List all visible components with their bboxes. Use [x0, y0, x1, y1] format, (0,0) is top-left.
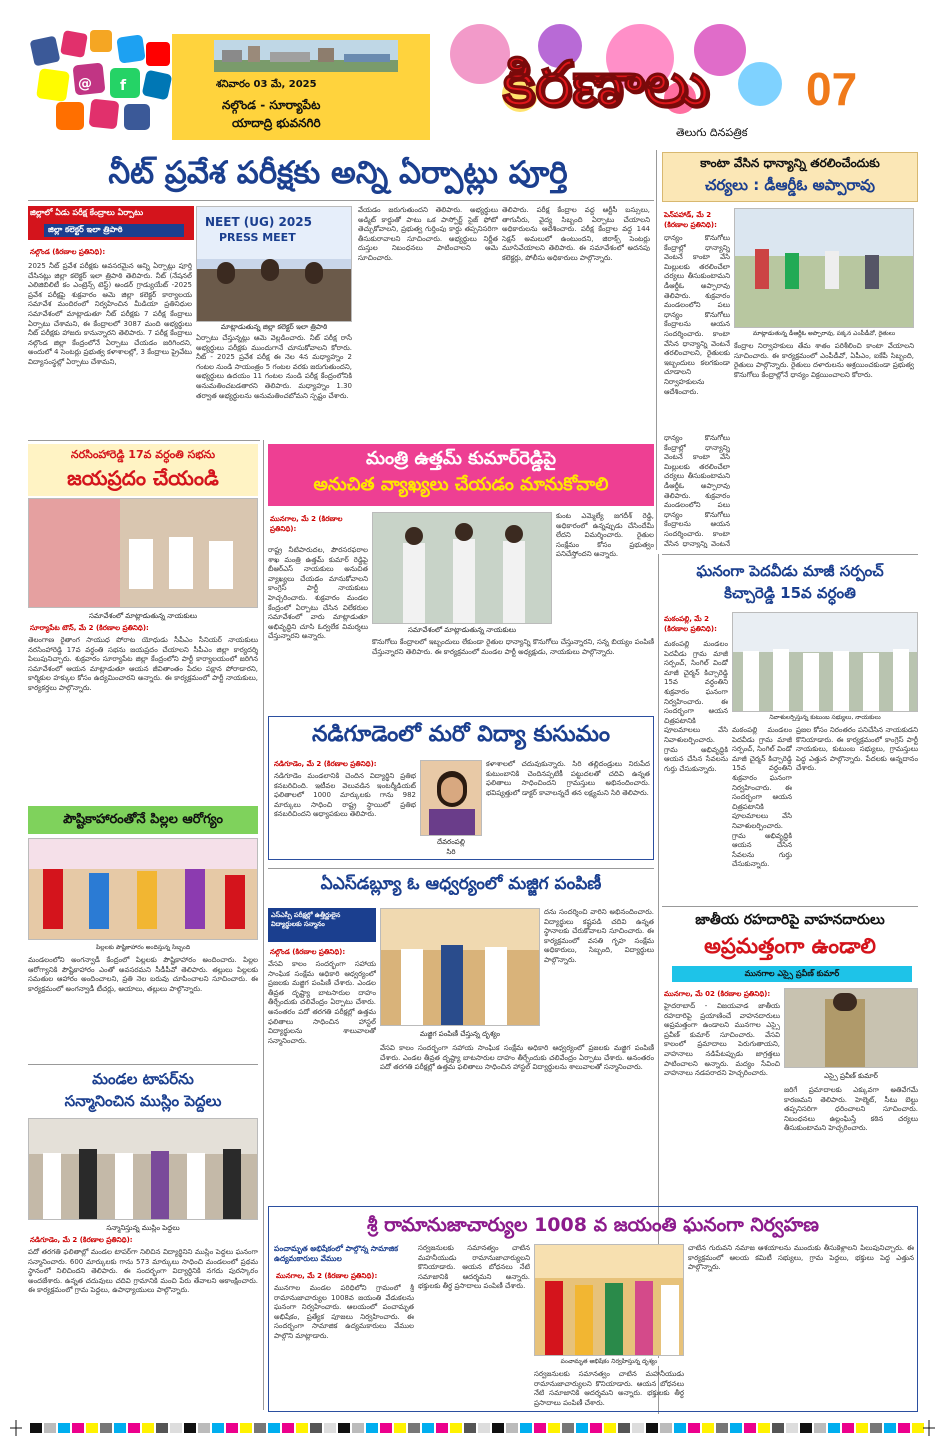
registration-swatch: [380, 1423, 392, 1433]
registration-swatch: [590, 1423, 602, 1433]
masthead-date: శనివారం 03 మే, 2025: [216, 79, 317, 90]
uttam-col1: రాష్ట్ర నీటిపారుదల, పౌరసరఫరాల శాఖ మంత్రి ఉత్తమ్ కుమార్ రెడ్డిపై బీఆర్ఎస్ నాయకులు అనుచిత వ్యాఖ్యలు చేయడం మానుకోవాలని కాంగ్రెస్ పార్టీ నాయకులు హెచ్చరించారు. శుక్రవారం మండల కేంద్రంలో ఏర్పాటు చేసిన విలేకరుల సమావేశంలో వారు మాట్లాడుతూ అభివృద్ధిని చూసి ఓర్వలేక విమర్శలు చేస్తున్నారని అన్నారు.: [268, 546, 368, 641]
registration-swatch: [716, 1423, 728, 1433]
social-media-cubes-art: [28, 28, 178, 136]
registration-swatch: [772, 1423, 784, 1433]
jathiya-sub: మునగాల ఎస్సై ప్రవీణ్ కుమార్: [744, 969, 840, 978]
registration-swatch: [464, 1423, 476, 1433]
neet-subhead1: జిల్లాలో ఏడు పరీక్ష కేంద్రాలు ఏర్పాటు: [30, 208, 144, 217]
majjiga-photo-caption: మజ్జిగ పంపిణీ చేస్తున్న దృశ్యం: [380, 1030, 540, 1040]
jathiya-photo: [784, 988, 918, 1068]
kanta-photo-caption: మాట్లాడుతున్న డీఆర్డీఓ అప్పారావు, పక్కన ఎంపీడీవో, రైతులు: [734, 330, 914, 338]
narasimha-photo-caption: సమావేశంలో మాట్లాడుతున్న నాయకులు: [28, 612, 258, 622]
registration-swatch: [72, 1423, 84, 1433]
registration-swatch: [548, 1423, 560, 1433]
registration-swatch: [534, 1423, 546, 1433]
kanta-headline-line1: కాంటా వేసిన ధాన్యాన్ని తరలించేందుకు: [700, 156, 880, 170]
registration-swatch: [282, 1423, 294, 1433]
registration-swatch: [646, 1423, 658, 1433]
vidya-col2: కళాశాలలో చదువుకున్నారు. సిరి తల్లిదండ్రులు నిరుపేద కుటుంబానికి చెందినప్పటికీ పట్టుదలతో చదివి ఉన్నత ఫలితాలు సాధించిందని గ్రామస్తులు అభినందించారు. భవిష్యత్తులో డాక్టర్ కావాలన్నదే తన లక్ష్యమని సిరి తెలిపారు.: [486, 760, 650, 797]
registration-swatch: [842, 1423, 854, 1433]
ramanuja-col2: సర్వజనులకు సమానత్వం చాటిన మహనీయుడు రామానుజాచార్యులని కొనియాడారు. ఆయన బోధనలు నేటి సమాజానికి ఆదర్శమని అన్నారు. భక్తులకు తీర్థ ప్రసాదాలు పంపిణీ చేశారు.: [418, 1244, 530, 1291]
peddavidu-headline-line2: కిచ్చారెడ్డి 15వ వర్ధంతి: [724, 584, 856, 602]
kanta-dateline: పెన్‌పహాడ్, మే 2 (కిరణాల ప్రతినిధి):: [664, 211, 717, 229]
section-rule-right-2: [662, 906, 918, 907]
registration-swatch: [30, 1423, 42, 1433]
registration-swatch: [828, 1423, 840, 1433]
majjiga-photo: [380, 908, 540, 1026]
kanta-col2: కేంద్రాల నిర్వాహకులు తేమ శాతం పరిశీలించి కాంటా వేయాలని సూచించారు. ఈ కార్యక్రమంలో ఎంపీడీవో, ఏపీఎం, ఐకేపీ సిబ్బంది, రైతులు పాల్గొన్నారు. రైతులు దళారులను ఆశ్రయించకుండా ప్రభుత్వ కొనుగోలు కేంద్రాల్లోనే ధాన్యం విక్రయించాలని కోరారు.: [734, 342, 914, 379]
ramanuja-photo-caption: పంచామృత అభిషేకం నిర్వహిస్తున్న దృశ్యం: [534, 1358, 684, 1366]
majjiga-col2: దను సందర్శించి వారిని అభినందించారు. విద్యార్థులు కష్టపడి చదివి ఉన్నత స్థానాలకు చేరుకోవాలని సూచించారు. ఈ కార్యక్రమంలో వసతి గృహ సంక్షేమ అధికారులు, సిబ్బంది, విద్యార్థులు పాల్గొన్నారు.: [544, 908, 654, 964]
neet-photo: [196, 206, 352, 322]
mandala-headline-line1: మండల టాపర్‌ను: [92, 1070, 194, 1088]
uttam-photo: [372, 512, 552, 624]
neet-photo-banner: NEET (UG) 2025: [205, 215, 312, 229]
registration-swatch: [702, 1423, 714, 1433]
registration-swatch: [296, 1423, 308, 1433]
narasimha-headline-line2: జయప్రదం చేయండి: [67, 466, 219, 490]
masthead-districts-line2: యాదాద్రి భువనగిరి: [232, 116, 321, 130]
neet-subhead2: జిల్లా కలెక్టర్ ఇలా త్రిపాఠి: [44, 224, 184, 237]
poshtika-headline: పౌష్టికాహారంతోనే పిల్లల ఆరోగ్యం: [63, 812, 223, 827]
ramanuja-col1: మునగాల మండల పరిధిలోని గ్రామంలో శ్రీ రామానుజాచార్యుల 1008వ జయంతి వేడుకలను ఘనంగా నిర్వహించారు. ఆలయంలో పంచామృత అభిషేకం, ప్రత్యేక పూజలు నిర్వహించారు. ఈ సందర్భంగా సామాజిక ఉద్యమకారులు వేముల పాల్గొని మాట్లాడారు.: [274, 1284, 414, 1340]
registration-swatch: [240, 1423, 252, 1433]
uttam-photo-caption: సమావేశంలో మాట్లాడుతున్న నాయకులు: [372, 626, 552, 636]
ramanuja-col3: చాటిన గురువని నమాజ ఆశయాలను ముందుకు తీసుకెళ్లాలని పిలుపునిచ్చారు. ఈ కార్యక్రమంలో ఆలయ కమిటీ సభ్యులు, గ్రామ పెద్దలు, భక్తులు పెద్ద ఎత్తున పాల్గొన్నారు.: [688, 1244, 914, 1272]
col-divider-right: [656, 150, 657, 550]
neet-photo-banner2: PRESS MEET: [219, 231, 296, 244]
registration-swatch: [688, 1423, 700, 1433]
mandala-headline-line2: సన్మానించిన ముస్లిం పెద్దలు: [64, 1092, 222, 1110]
registration-swatch: [142, 1423, 154, 1433]
registration-swatch: [870, 1423, 882, 1433]
registration-swatch: [212, 1423, 224, 1433]
neet-col2: ఏర్పాటు చేస్తున్నట్లు ఆమె వెల్లడించారు. నీట్ పరీక్ష రాసే అభ్యర్థులు పరీక్షకు ముందుగానే చూసుకోవాలని కోరారు. నీట్ - 2025 ప్రవేశ పరీక్ష ఈ నెల 4న మధ్యాహ్నం 2 గంటల నుండి సాయంత్రం 5 గంటల వరకు జరుగుతుందని, అభ్యర్థులు ఉదయం 11 గంటల నుండి పరీక్ష కేంద్రంలోనికి అనుమతించబడతారని తెలిపారు. మధ్యాహ్నం 1.30 తర్వాత అభ్యర్థులను అనుమతించబోమని స్పష్టం చేశారు.: [196, 334, 352, 400]
ramanuja-photo: [534, 1244, 684, 1356]
page-number: 07: [806, 63, 858, 115]
peddavidu-col2: ప్రజల కోసం నిరంతరం పనిచేసిన నాయకుడని కొనియాడారు. ఈ కార్యక్రమంలో కాంగ్రెస్ పార్టీ నాయకులు, కుటుంబ సభ్యులు, గ్రామస్తులు పెద్ద ఎత్తున పాల్గొన్నారు. పేదలకు అన్నదానం చేశారు.: [796, 726, 918, 773]
peddavidu-col3: మఠంపల్లి మండలం పెదవీడు గ్రామ మాజీ సర్పంచ్, సింగిల్ విండో మాజీ చైర్మన్ కిచ్చారెడ్డి 15వ వర్ధంతిని శుక్రవారం ఘనంగా నిర్వహించారు. ఈ సందర్భంగా ఆయన చిత్రపటానికి పూలమాలలు వేసి నివాళులర్పించారు. గ్రామ అభివృద్ధికి ఆయన చేసిన సేవలను గుర్తు చేసుకున్నారు.: [732, 726, 792, 869]
section-rule-left-2: [28, 1064, 258, 1065]
registration-swatch: [170, 1423, 182, 1433]
section-rule-right-1: [662, 554, 918, 555]
uttam-dateline: మునగాల, మే 2 (కిరణాల ప్రతినిధి):: [270, 515, 343, 533]
narasimha-photo: [28, 498, 258, 608]
registration-swatch: [884, 1423, 896, 1433]
registration-swatch: [800, 1423, 812, 1433]
ramanuja-sub: పంచామృత అభిషేకంలో పాల్గొన్న సామాజిక ఉద్యమకారులు వేముల: [274, 1244, 399, 1263]
neet-col1: 2025 నీట్ ప్రవేశ పరీక్షకు అవసరమైన అన్ని ఏర్పాట్లు పూర్తి చేసినట్లు జిల్లా కలెక్టర్ ఇలా త్రిపాఠి తెలిపారు. నీట్ (నేషనల్ ఎలిజిబిలిటీ కం ఎంట్రెన్స్ టెస్ట్) అండర్ గ్రాడ్యుయేట్ -2025 ప్రవేశ పరీక్షపై శుక్రవారం ఆమె జిల్లా కలెక్టర్ కార్యాలయ సమావేశ మందిరంలో నిర్వహించిన మీడియా ప్రతినిధుల సమావేశంలో మాట్లాడుతూ నీట్ పరీక్షకు 7 పరీక్ష కేంద్రాలు ఏర్పాటు చేశామని, ఈ కేంద్రాలలో 3087 మంది అభ్యర్థులు నీట్ పరీక్షకు హాజరు కానున్నారని తెలిపారు. 7 పరీక్ష కేంద్రాలు నల్గొండ జిల్లా కేంద్రంలోనే ఏర్పాటు చేయడం జరిగిందని, అందులో 4 సెంటర్లు ప్రభుత్వ కళాశాలల్లో, 3 కేంద్రాలు ప్రైవేటు విద్యాసంస్థల్లో ఏర్పాటు చేశామని,: [28, 262, 192, 366]
registration-swatch: [730, 1423, 742, 1433]
print-registration-bar: [8, 1418, 937, 1438]
svg-text:@: @: [78, 76, 92, 92]
uttam-col3: కుంట ఎమ్మెల్యే జగదీశ్ రెడ్డి, అధికారంలో ఉన్నప్పుడు చేసిందేమీ లేదని విమర్శించారు. రైతుల సంక్షేమం కోసం ప్రభుత్వం పనిచేస్తోందని అన్నారు.: [556, 512, 654, 559]
majjiga-headline: ఏఎస్‌డబ్ల్యూ ఓ ఆధ్వర్యంలో మజ్జిగ పంపిణీ: [320, 874, 602, 894]
jathiya-dateline: మునగాల, మే 02 (కిరణాల ప్రతినిధి):: [664, 990, 771, 998]
peddavidu-dateline: మఠంపల్లి, మే 2 (కిరణాల ప్రతినిధి):: [664, 615, 717, 633]
registration-swatch: [478, 1423, 490, 1433]
registration-swatch: [660, 1423, 672, 1433]
registration-swatch: [744, 1423, 756, 1433]
section-rule-center-2: [268, 868, 654, 869]
mandala-dateline: నడిగూడెం, మే 2 (కిరణాల ప్రతినిధి):: [30, 1236, 133, 1244]
registration-swatch: [254, 1423, 266, 1433]
poshtika-body: మండలంలోని అంగన్వాడీ కేంద్రంలో పిల్లలకు పౌష్టికాహారం అందించారు. పిల్లల ఆరోగ్యానికి పౌష్టికాహారం ఎంతో అవసరమని సీడీపీవో తెలిపారు. తల్లులు పిల్లలకు సమతుల ఆహారం అందించాలని, ప్రతి నెల బరువు చూపించాలని సూచించారు. ఈ కార్యక్రమంలో అంగన్వాడీ టీచర్లు, ఆయాలు, తల్లులు పాల్గొన్నారు.: [28, 956, 258, 993]
majjiga-col1: వేసవి కాలం సందర్భంగా సహాయ సాంఘిక సంక్షేమ అధికారి ఆధ్వర్యంలో ప్రజలకు మజ్జిగ పంపిణీ చేశారు. ఎండల తీవ్రత దృష్ట్యా బాటసారుల దాహం తీర్చేందుకు చలివేంద్రం ఏర్పాటు చేశారు. అనంతరం పదో తరగతి పరీక్షల్లో ఉత్తమ ఫలితాలు సాధించిన హాస్టల్ విద్యార్థులను శాలువాలతో సన్మానించారు.: [268, 960, 376, 1045]
neet-headline: నీట్ ప్రవేశ పరీక్షకు అన్ని ఏర్పాట్లు పూర్తి: [108, 155, 568, 191]
majjiga-sub: ఎస్ఎస్సీ పరీక్షల్లో ఉత్తీర్ణులైన విద్యార్థులకు సన్మానం: [271, 911, 341, 928]
majjiga-col3: వేసవి కాలం సందర్భంగా సహాయ సాంఘిక సంక్షేమ అధికారి ఆధ్వర్యంలో ప్రజలకు మజ్జిగ పంపిణీ చేశారు. ఎండల తీవ్రత దృష్ట్యా బాటసారుల దాహం తీర్చేందుకు చలివేంద్రం ఏర్పాటు చేశారు. అనంతరం పదో తరగతి పరీక్షల్లో ఉత్తమ ఫలితాలు సాధించిన హాస్టల్ విద్యార్థులను శాలువాలతో సన్మానించారు.: [380, 1044, 654, 1072]
jathiya-col2: జరిగే ప్రమాదాలకు ఎక్కువగా అతివేగమే కారణమని తెలిపారు. హెల్మెట్, సీటు బెల్టు తప్పనిసరిగా ధరించాలని సూచించారు. నిబంధనలు ఉల్లంఘిస్తే కఠిన చర్యలు తీసుకుంటామని హెచ్చరించారు.: [784, 1086, 918, 1133]
registration-swatch: [520, 1423, 532, 1433]
jathiya-photo-caption: ఎస్సై ప్రవీణ్ కుమార్: [784, 1072, 918, 1082]
brand-tagline: తెలుగు దినపత్రిక: [676, 126, 748, 139]
uttam-headline-line2: అనుచిత వ్యాఖ్యలు చేయడం మానుకోవాలి: [313, 474, 609, 495]
registration-swatch: [100, 1423, 112, 1433]
mandala-photo-caption: సన్మానిస్తున్న ముస్లిం పెద్దలు: [28, 1224, 258, 1234]
col-divider-left: [263, 440, 264, 1410]
registration-swatch: [576, 1423, 588, 1433]
peddavidu-photo: [732, 612, 918, 712]
registration-swatch: [856, 1423, 868, 1433]
kanta-col1: ధాన్యం కొనుగోలు కేంద్రాల్లో ధాన్యాన్ని వెంటనే కాంటా వేసి మిల్లులకు తరలించేలా చర్యలు తీసుకుంటామని డీఆర్డీఓ అప్పారావు తెలిపారు. శుక్రవారం మండలంలోని పలు ధాన్యం కొనుగోలు కేంద్రాలను ఆయన సందర్శించారు. కాంటా వేసిన ధాన్యాన్ని వెంటనే తరలించాలని, రైతులకు ఇబ్బందులు కలగకుండా చూడాలని నిర్వాహకులను ఆదేశించారు.: [664, 234, 730, 396]
peddavidu-photo-caption: నివాళులర్పిస్తున్న కుటుంబ సభ్యులు, నాయకులు: [732, 714, 918, 722]
peddavidu-col1: మఠంపల్లి మండలం పెదవీడు గ్రామ మాజీ సర్పంచ్, సింగిల్ విండో మాజీ చైర్మన్ కిచ్చారెడ్డి 15వ వర్ధంతిని శుక్రవారం ఘనంగా నిర్వహించారు. ఈ సందర్భంగా ఆయన చిత్రపటానికి పూలమాలలు వేసి నివాళులర్పించారు. గ్రామ అభివృద్ధికి ఆయన చేసిన సేవలను గుర్తు చేసుకున్నారు.: [664, 640, 728, 773]
kanta-headline-line2: చర్యలు : డీఆర్డీఓ అప్పారావు: [704, 176, 875, 194]
ramanuja-headline: శ్రీ రామానుజాచార్యుల 1008 వ జయంతి ఘనంగా నిర్వహణ: [367, 1214, 819, 1236]
uttam-headline-line1: మంత్రి ఉత్తమ్ కుమార్‌రెడ్డిపై: [365, 448, 557, 469]
registration-swatch: [492, 1423, 504, 1433]
vidya-dateline: నడిగూడెం, మే 2 (కిరణాల ప్రతినిధి):: [274, 760, 377, 768]
registration-swatch: [898, 1423, 910, 1433]
registration-swatch: [352, 1423, 364, 1433]
registration-swatch: [324, 1423, 336, 1433]
section-rule-left-1: [28, 440, 260, 441]
registration-swatch: [268, 1423, 280, 1433]
narasimha-body: తెలంగాణ రైతాంగ సాయుధ పోరాట యోధుడు సీపీఎం సీనియర్ నాయకులు నరసింహారెడ్డి 17వ వర్ధంతి సభను జయప్రదం చేయాలని సీపీఎం జిల్లా కార్యదర్శి పిలుపునిచ్చారు. శుక్రవారం సూర్యాపేట జిల్లా కేంద్రంలోని పార్టీ కార్యాలయంలో జరిగిన సమావేశంలో ఆయన మాట్లాడుతూ ఆయన జీవితాంతం పేదల పక్షాన పోరాడారని, కార్మికుల హక్కుల కోసం ఉద్యమించారని అన్నారు. ఈ కార్యక్రమంలో పార్టీ నాయకులు, కార్యకర్తలు పాల్గొన్నారు.: [28, 636, 258, 692]
registration-swatch: [198, 1423, 210, 1433]
registration-swatch: [184, 1423, 196, 1433]
registration-swatch: [912, 1423, 924, 1433]
registration-swatch: [366, 1423, 378, 1433]
registration-swatch: [44, 1423, 56, 1433]
registration-swatch: [156, 1423, 168, 1433]
registration-swatch: [128, 1423, 140, 1433]
registration-swatch: [58, 1423, 70, 1433]
svg-text:f: f: [120, 78, 127, 94]
uttam-col2: కొనుగోలు కేంద్రాలలో ఇబ్బందులు లేకుండా రైతుల ధాన్యాన్ని కొనుగోలు చేస్తున్నారని, సన్న బియ్యం పంపిణీ చేస్తున్నారని తెలిపారు. ఈ కార్యక్రమంలో మండల పార్టీ అధ్యక్షుడు, నాయకులు పాల్గొన్నారు.: [372, 638, 654, 656]
registration-swatch: [338, 1423, 350, 1433]
mandala-photo: [28, 1118, 258, 1220]
masthead: [0, 0, 945, 148]
registration-swatch: [618, 1423, 630, 1433]
registration-swatch: [562, 1423, 574, 1433]
neet-col3: వేయడం జరుగుతుందని తెలిపారు. అభ్యర్థులు అడ్మిట్ కార్డుతో పాటు ఒక పాస్పోర్ట్ సైజ్ ఫోటో తెచ్చుకోవాలని, ప్రభుత్వ గుర్తింపు కార్డు తప్పనిసరిగా తీసుకురావాలని సూచించారు. అభ్యర్థులు నిర్ణీత దుస్తుల నిబంధనలు పాటించాలని ఆమె సూచించారు.: [358, 206, 498, 262]
poshtika-photo: [28, 838, 258, 940]
registration-swatch: [632, 1423, 644, 1433]
kanta-photo: [734, 208, 914, 328]
landmark-strip-art: [214, 40, 398, 72]
vidya-col1: నడిగూడెం మండలానికి చెందిన విద్యార్థిని ప్రతిభ కనబరిచింది. ఇటీవల వెలువడిన ఇంటర్మీడియట్ ఫలితాలలో 1000 మార్కులకు గాను 982 మార్కులు సాధించి రాష్ట్ర స్థాయిలో ప్రతిభ కనబరిచిందని అధ్యాపకులు తెలిపారు.: [274, 772, 416, 819]
vidya-photo-caption1: దేవరంపల్లి: [420, 838, 482, 848]
registration-swatch: [408, 1423, 420, 1433]
vidya-photo: [420, 760, 482, 836]
brand-logo: కిరణాలు: [502, 47, 710, 120]
registration-swatch: [674, 1423, 686, 1433]
kanta-col3: ధాన్యం కొనుగోలు కేంద్రాల్లో ధాన్యాన్ని వెంటనే కాంటా వేసి మిల్లులకు తరలించేలా చర్యలు తీసుకుంటామని డీఆర్డీఓ అప్పారావు తెలిపారు. శుక్రవారం మండలంలోని పలు ధాన్యం కొనుగోలు కేంద్రాలను ఆయన సందర్శించారు. కాంటా వేసిన ధాన్యాన్ని వెంటనే: [664, 434, 730, 548]
registration-swatch: [86, 1423, 98, 1433]
vidya-headline: నడిగూడెంలో మరో విద్యా కుసుమం: [311, 722, 611, 747]
jathiya-col1: హైదరాబాద్ - విజయవాడ జాతీయ రహదారిపై ప్రయాణించే వాహనదారులు అప్రమత్తంగా ఉండాలని మునగాల ఎస్సై ప్రవీణ్ కుమార్ సూచించారు. వేసవి కాలంలో ప్రమాదాలు పెరుగుతాయని, వాహనాలు నడిపేటప్పుడు జాగ్రత్తలు పాటించాలని అన్నారు. మద్యం సేవించి వాహనాలు నడపరాదని హెచ్చరించారు.: [664, 1002, 780, 1078]
neet-dateline: నల్గొండ (కిరణాల ప్రతినిధి):: [30, 248, 106, 256]
masthead-districts-line1: నల్గొండ - సూర్యాపేట: [222, 98, 321, 112]
registration-swatch: [310, 1423, 322, 1433]
registration-swatch: [436, 1423, 448, 1433]
registration-swatch: [814, 1423, 826, 1433]
registration-swatch: [450, 1423, 462, 1433]
registration-swatch: [506, 1423, 518, 1433]
peddavidu-headline-line1: ఘనంగా పెదవీడు మాజీ సర్పంచ్: [696, 562, 884, 580]
neet-photo-caption: మాట్లాడుతున్న జిల్లా కలెక్టర్ ఇలా త్రిపాఠి: [196, 323, 352, 333]
narasimha-dateline: సూర్యాపేట టౌన్, మే 2 (కిరణాల ప్రతినిధి):: [30, 624, 149, 632]
registration-swatch: [604, 1423, 616, 1433]
poshtika-photo-caption: పిల్లలకు పౌష్టికాహారం అందిస్తున్న సిబ్బంది: [28, 944, 258, 952]
neet-col4: తెలిపారు. పరీక్ష కేంద్రాల వద్ద ఆర్టీసీ బస్సులు, తాగునీరు, వైద్య సిబ్బంది ఏర్పాటు చేయాలని అధికారులను ఆదేశించారు. పరీక్ష కేంద్రాల వద్ద 144 సెక్షన్ అమలులో ఉంటుందని, జిరాక్స్ సెంటర్లు మూసివేయాలని తెలిపారు. ఈ సమావేశంలో అదనపు కలెక్టర్లు, పోలీసు అధికారులు పాల్గొన్నారు.: [502, 206, 650, 262]
registration-swatch: [758, 1423, 770, 1433]
neet-rule: [28, 200, 654, 201]
jathiya-headline-line1: జాతీయ రహదారిపై వాహనదారులు: [695, 912, 885, 928]
jathiya-headline-line2: అప్రమత్తంగా ఉండాలి: [704, 934, 876, 958]
registration-swatch: [114, 1423, 126, 1433]
registration-swatch: [394, 1423, 406, 1433]
registration-swatch: [226, 1423, 238, 1433]
vidya-photo-caption2: సిరి: [420, 848, 482, 858]
ramanuja-col4: సర్వజనులకు సమానత్వం చాటిన మహనీయుడు రామానుజాచార్యులని కొనియాడారు. ఆయన బోధనలు నేటి సమాజానికి ఆదర్శమని అన్నారు. భక్తులకు తీర్థ ప్రసాదాలు పంపిణీ చేశారు.: [534, 1370, 684, 1407]
ramanuja-dateline: మునగాల, మే 2 (కిరణాల ప్రతినిధి):: [276, 1272, 378, 1280]
registration-swatch: [422, 1423, 434, 1433]
mandala-body: పదో తరగతి ఫలితాల్లో మండల టాపర్‌గా నిలిచిన విద్యార్థినిని ముస్లిం పెద్దలు ఘనంగా సన్మానించారు. 600 మార్కులకు గాను 573 మార్కులు సాధించి మండలంలో ప్రథమ స్థానంలో నిలిచిందని తెలిపారు. ఈ సందర్భంగా విద్యార్థినికి నగదు పురస్కారం అందజేశారు. ఉన్నత చదువులు చదివి గ్రామానికి మంచి పేరు తేవాలని ఆకాంక్షించారు. ఈ కార్యక్రమంలో గ్రామ పెద్దలు, ఉపాధ్యాయులు పాల్గొన్నారు.: [28, 1248, 258, 1295]
registration-swatch: [786, 1423, 798, 1433]
majjiga-dateline: నల్గొండ (కిరణాల ప్రతినిధి):: [270, 948, 346, 956]
narasimha-headline-line1: నరసింహారెడ్డి 17వ వర్ధంతి సభను: [70, 448, 216, 461]
